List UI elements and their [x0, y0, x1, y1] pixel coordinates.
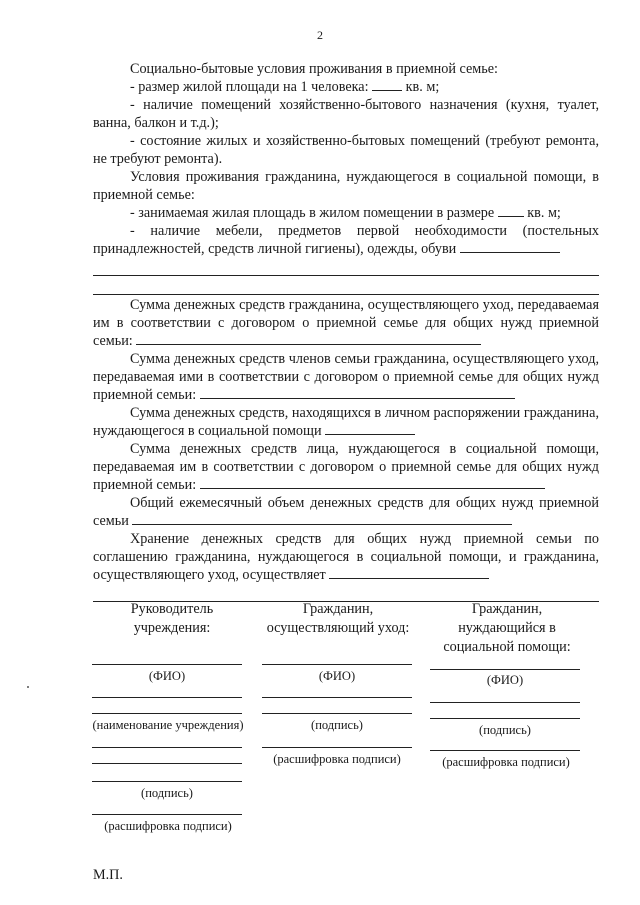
- occupied-area-blank[interactable]: [498, 204, 524, 217]
- blank-line[interactable]: [93, 277, 599, 295]
- recipient-money-blank[interactable]: [200, 476, 545, 489]
- scan-speck: [27, 686, 29, 688]
- caregiver-signature-line[interactable]: [262, 713, 412, 714]
- recipient-decoding-line[interactable]: [430, 750, 580, 751]
- monthly-total-paragraph: Общий ежемесячный объем денежных средств для общих нужд приемной семьи: [93, 495, 599, 529]
- recipient-decoding-caption: (расшифровка подписи): [442, 755, 570, 769]
- storage-paragraph: Хранение денежных средств для общих нужд приемной семьи по соглашению гражданина, нуждающегося в социальной помощи, и гражданина, осуществляющего уход, осуществляет: [93, 531, 599, 583]
- rooms-state-item: - состояние жилых и хозяйственно-бытовых помещений (требуют ремонта, не требуют ремонта).: [93, 133, 599, 167]
- recipient-money-paragraph: Сумма денежных средств лица, нуждающегося в социальной помощи, передаваемая им в соответствии с договором о приемной семье для общих нужд приемной семьи:: [93, 441, 599, 493]
- caregiver-money-paragraph: Сумма денежных средств гражданина, осуществляющего уход, передаваемая им в соответствии с договором о приемной семье для общих нужд приемной семьи:: [93, 297, 599, 349]
- personal-money-blank[interactable]: [325, 422, 415, 435]
- head-institution-line[interactable]: [92, 697, 242, 698]
- head-extra-line[interactable]: [92, 747, 242, 748]
- furniture-item: - наличие мебели, предметов первой необходимости (постельных принадлежностей, средств личной гигиены), одежды, обуви: [93, 223, 599, 257]
- monthly-total-blank[interactable]: [132, 512, 512, 525]
- caregiver-signature-line[interactable]: [262, 697, 412, 698]
- head-decoding-caption: (расшифровка подписи): [104, 819, 232, 833]
- caregiver-money-blank[interactable]: [136, 332, 481, 345]
- recipient-title: Гражданин, нуждающийся в социальной помощи:: [443, 601, 571, 655]
- occupied-area-line: - занимаемая жилая площадь в жилом помещении в размере кв. м;: [130, 205, 561, 221]
- head-decoding-line[interactable]: [92, 814, 242, 815]
- head-fio-line[interactable]: [92, 664, 242, 665]
- caregiver-decoding-line[interactable]: [262, 747, 412, 748]
- furniture-blank[interactable]: [460, 240, 560, 253]
- recipient-signature-caption: (подпись): [479, 723, 531, 737]
- caregiver-signature-caption: (подпись): [311, 718, 363, 732]
- storage-blank[interactable]: [329, 566, 489, 579]
- caregiver-fio-line[interactable]: [262, 664, 412, 665]
- recipient-signature-line[interactable]: [430, 702, 580, 703]
- recipient-fio-caption: (ФИО): [486, 673, 524, 687]
- head-extra-line[interactable]: [92, 763, 242, 764]
- conditions-title: Условия проживания гражданина, нуждающегося в социальной помощи, в приемной семье:: [93, 169, 599, 203]
- head-signature-caption: (подпись): [141, 786, 193, 800]
- head-institution-line[interactable]: [92, 713, 242, 714]
- head-title: Руководитель учреждения:: [130, 601, 214, 636]
- document-body: [93, 60, 599, 603]
- head-signature-line[interactable]: [92, 781, 242, 782]
- blank-line[interactable]: [93, 258, 599, 276]
- seal-placeholder: М.П.: [93, 867, 123, 883]
- recipient-fio-line[interactable]: [430, 669, 580, 670]
- living-area-line: - размер жилой площади на 1 человека: кв. м;: [130, 79, 440, 95]
- family-money-paragraph: Сумма денежных средств членов семьи гражданина, осуществляющего уход, передаваемая ими в соответствии с договором о приемной семье для общих нужд приемной семьи:: [93, 351, 599, 403]
- caregiver-title: Гражданин, осуществляющий уход:: [266, 601, 410, 636]
- head-institution-caption: (наименование учреждения): [92, 718, 244, 732]
- page-number: 2: [317, 28, 323, 42]
- living-area-blank[interactable]: [372, 78, 402, 91]
- rooms-item: - наличие помещений хозяйственно-бытового назначения (кухня, туалет, ванна, балкон и т.д.);: [93, 97, 599, 131]
- recipient-signature-line[interactable]: [430, 718, 580, 719]
- living-conditions-title: Социально-бытовые условия проживания в приемной семье:: [130, 61, 498, 77]
- caregiver-decoding-caption: (расшифровка подписи): [273, 752, 401, 766]
- personal-money-paragraph: Сумма денежных средств, находящихся в личном распоряжении гражданина, нуждающегося в социальной помощи: [93, 405, 599, 439]
- head-fio-caption: (ФИО): [148, 669, 186, 683]
- family-money-blank[interactable]: [200, 386, 515, 399]
- caregiver-fio-caption: (ФИО): [318, 669, 356, 683]
